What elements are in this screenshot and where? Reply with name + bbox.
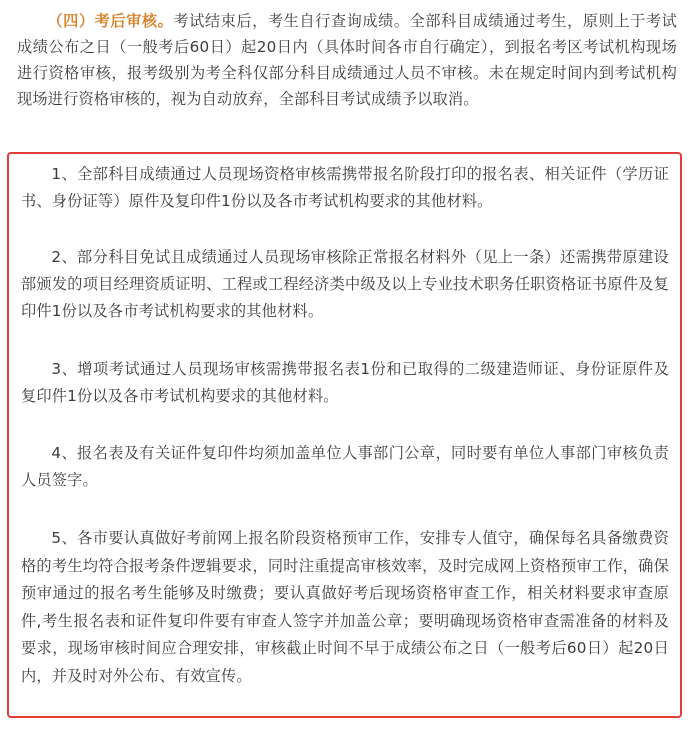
intro-paragraph [17, 8, 677, 112]
list-item: 4、报名表及有关证件复印件均须加盖单位人事部门公章，同时要有单位人事部门审核负责人员签字。 [21, 444, 669, 489]
highlight-box [7, 152, 682, 718]
list-item: 1、全部科目成绩通过人员现场资格审核需携带报名阶段打印的报名表、相关证件（学历证书、身份证等）原件及复印件1份以及各市考试机构要求的其他材料。 [21, 165, 669, 210]
intro-text: 考试结束后，考生自行查询成绩。全部科目成绩通过考生，原则上于考试成绩公布之日（一般考后60日）起20日内（具体时间各市自行确定），到报名考区考试机构现场进行资格审核，报考级别为考全科仅部分科目成绩通过人员不审核。未在规定时间内到考试机构现场进行资格审核的，视为自动放弃，全部科目考试成绩予以取消。 [17, 12, 677, 108]
list-item: 3、增项考试通过人员现场审核需携带报名表1份和已取得的二级建造师证、身份证原件及复印件1份以及各市考试机构要求的其他材料。 [21, 360, 669, 405]
list-item: 2、部分科目免试且成绩通过人员现场审核除正常报名材料外（见上一条）还需携带原建设部颁发的项目经理资质证明、工程或工程经济类中级及以上专业技术职务任职资格证书原件及复印件1份以及各市考试机构要求的其他材料。 [21, 248, 669, 320]
list-item: 5、各市要认真做好考前网上报名阶段资格预审工作，安排专人值守，确保每名具备缴费资格的考生均符合报考条件逻辑要求，同时注重提高审核效率，及时完成网上资格预审工作，确保预审通过的报名考生能够及时缴费；要认真做好考后现场资格审查工作，相关材料要求审查原件,考生报名表和证件复印件要有审查人签字并加盖公章；要明确现场资格审查需准备的材料及要求，现场审核时间应合理安排，审核截止时间不早于成绩公布之日（一般考后60日）起20日内，并及时对外公布、有效宣传。 [21, 529, 669, 685]
section-heading: （四）考后审核。 [47, 12, 174, 30]
